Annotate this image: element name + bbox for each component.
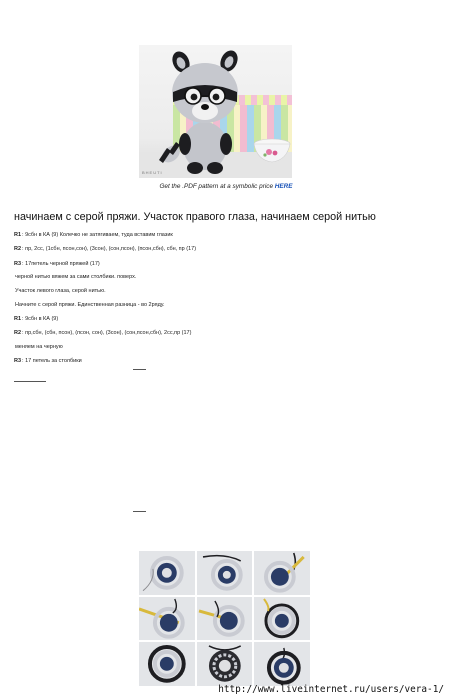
caption-text: Get the .PDF pattern at a symbolic price [159,183,273,190]
pattern-caption [0,183,452,190]
raccoon-product-photo [139,45,292,178]
step-photo [197,597,253,641]
section-heading: начинаем с серой пряжи. Участок правого глаза, начинаем серой нитью [14,211,376,223]
separator-line [133,511,146,512]
step-photo-grid [139,551,310,686]
photo-watermark: BHEUTI [142,170,163,175]
instruction-line: R1: 9сбн в КА (9) [14,316,59,322]
separator-line [133,369,146,370]
source-url: http://www.liveinternet.ru/users/vera-1/ [218,684,444,695]
step-photo [139,551,195,595]
instruction-line: R2: пр,сбн, (сбн, псон), (псон, сон), (3сон), (сон,псон,сбн), 2сс,пр (17) [14,330,192,336]
step-photo [254,642,310,686]
instruction-line: меняем на черную [15,344,63,350]
separator-line [14,381,46,382]
flower-bowl [253,138,291,164]
instruction-line: R3: 17 петель за столбики [14,358,82,364]
instruction-line: Начните с серой пряжи. Единственная разница - во 2ряду. [15,302,165,308]
step-photo [197,642,253,686]
instruction-line: R1: 9сбн в КА (9) Колечко не затягиваем, туда вставим глазик [14,232,173,238]
step-photo [197,551,253,595]
step-photo [254,597,310,641]
step-photo [139,597,195,641]
step-photo [254,551,310,595]
instruction-line: R2: пр, 2сс, (1сбн, псон,сон), (3сон), (сон,псон), (псон,сбн), сбн, пр (17) [14,246,197,252]
step-photo [139,642,195,686]
instruction-line: черной нитью вяжем за сами столбики. поверх. [15,274,137,280]
instruction-line: R3: 17петель черной пряжей (17) [14,261,100,267]
pattern-link[interactable]: HERE [274,183,293,190]
instruction-line: Участок левого глаза, серой нитью. [15,288,106,294]
crochet-raccoon [149,48,245,176]
